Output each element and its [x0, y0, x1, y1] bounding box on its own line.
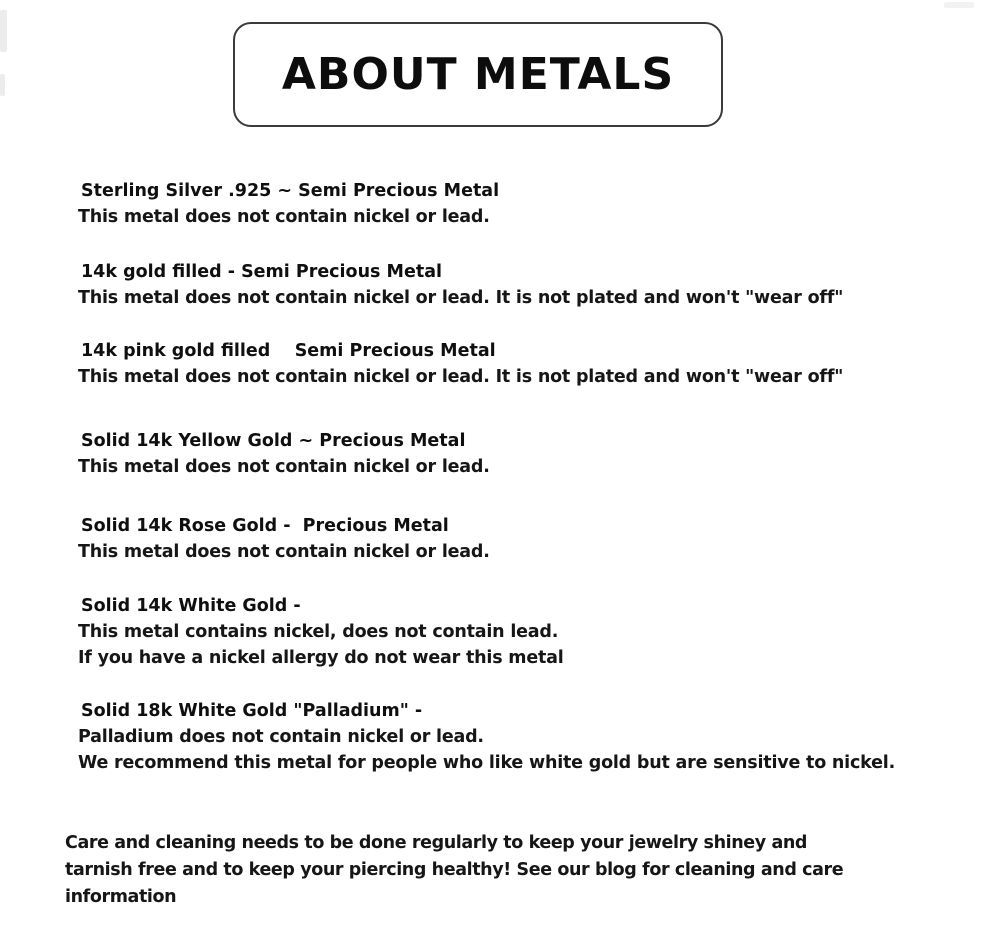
metal-sections [78, 178, 938, 776]
scan-artifact [0, 74, 5, 96]
section-solid-14k-rose-gold [78, 513, 938, 565]
section-solid-14k-white-gold [78, 593, 938, 671]
section-body-line: This metal contains nickel, does not contain lead. [78, 622, 559, 642]
section-heading: Solid 18k White Gold "Palladium" - [81, 701, 423, 721]
section-body-line: This metal does not contain nickel or lead. It is not plated and won't "wear off" [78, 367, 844, 387]
section-body-line: Palladium does not contain nickel or lead. [78, 727, 484, 747]
title-box [233, 22, 723, 127]
care-note-line: Care and cleaning needs to be done regularly to keep your jewelry shiney and [65, 833, 808, 853]
section-heading: Solid 14k Yellow Gold ~ Precious Metal [81, 431, 466, 451]
section-sterling-silver [78, 178, 938, 230]
section-body-line: This metal does not contain nickel or lead. [78, 457, 490, 477]
section-body-line: This metal does not contain nickel or lead. [78, 542, 490, 562]
section-14k-pink-gold-filled [78, 338, 938, 390]
page-title: ABOUT METALS [281, 49, 675, 100]
section-body-line: This metal does not contain nickel or lead. [78, 207, 490, 227]
section-body-line: If you have a nickel allergy do not wear this metal [78, 648, 564, 668]
section-14k-gold-filled [78, 259, 938, 311]
scan-artifact [944, 2, 974, 8]
section-solid-18k-white-gold-palladium [78, 698, 938, 776]
scan-artifact [0, 10, 7, 52]
section-body-line: This metal does not contain nickel or lead. It is not plated and won't "wear off" [78, 288, 844, 308]
section-heading: Solid 14k White Gold - [81, 596, 301, 616]
section-heading: 14k gold filled - Semi Precious Metal [81, 262, 443, 282]
care-note [65, 830, 945, 911]
section-heading: 14k pink gold filled Semi Precious Metal [81, 341, 496, 361]
section-heading: Solid 14k Rose Gold - Precious Metal [81, 516, 449, 536]
care-note-line: information [65, 887, 177, 907]
section-solid-14k-yellow-gold [78, 428, 938, 480]
section-heading: Sterling Silver .925 ~ Semi Precious Metal [81, 181, 500, 201]
section-body-line: We recommend this metal for people who like white gold but are sensitive to nickel. [78, 753, 896, 773]
care-note-line: tarnish free and to keep your piercing healthy! See our blog for cleaning and care [65, 860, 844, 880]
